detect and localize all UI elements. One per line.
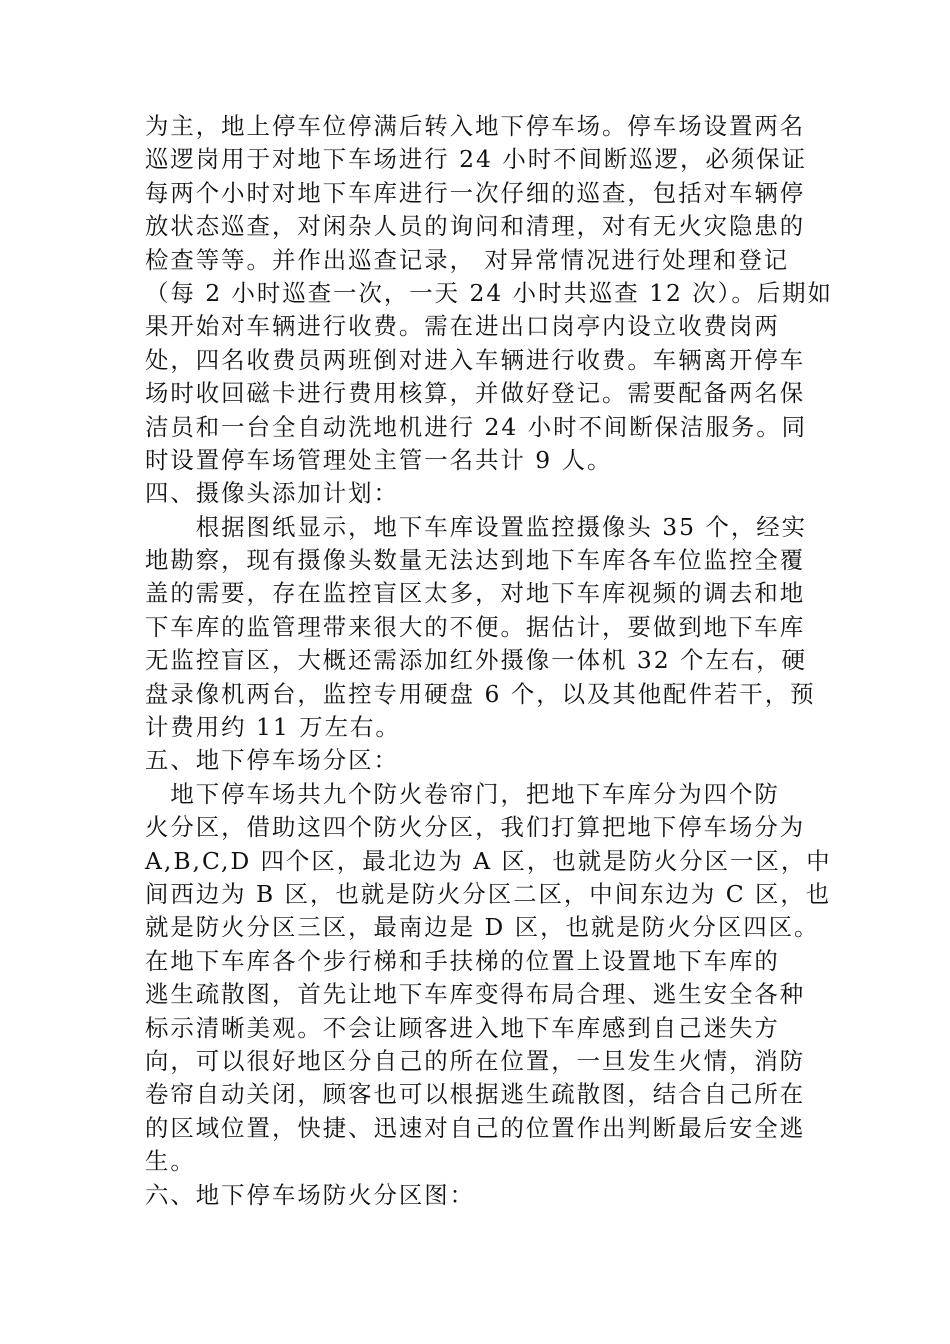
text-line: 生。 <box>145 1147 196 1176</box>
text-line: 盖的需要，存在监控盲区太多，对地下车库视频的调去和地 <box>145 579 806 608</box>
text-line: 时设置停车场管理处主管一名共计 9 人。 <box>145 445 613 474</box>
text-line: 放状态巡查，对闲杂人员的询问和清理，对有无火灾隐患的 <box>145 212 806 241</box>
text-line: 盘录像机两台，监控专用硬盘 6 个，以及其他配件若干，预 <box>145 679 816 708</box>
text-line: 火分区，借助这四个防火分区，我们打算把地下停车场分为 <box>145 813 806 842</box>
section-heading-camera-plan: 四、摄像头添加计划： <box>145 479 399 508</box>
text-line: 间西边为 B 区，也就是防火分区二区，中间东边为 C 区，也 <box>145 879 832 908</box>
text-line: 无监控盲区，大概还需添加红外摄像一体机 32 个左右，硬 <box>145 646 808 675</box>
text-line: 根据图纸显示，地下车库设置监控摄像头 35 个，经实 <box>145 512 808 541</box>
text-line: 果开始对车辆进行收费。需在进出口岗亭内设立收费岗两 <box>145 312 780 341</box>
text-line: 逃生疏散图，首先让地下车库变得布局合理、逃生安全各种 <box>145 980 806 1009</box>
text-line: 计费用约 11 万左右。 <box>145 713 401 742</box>
text-line: 地勘察，现有摄像头数量无法达到地下车库各车位监控全覆 <box>145 546 806 575</box>
text-line: 巡逻岗用于对地下车场进行 24 小时不间断巡逻，必须保证 <box>145 145 808 174</box>
text-line: 地下停车场共九个防火卷帘门，把地下车库分为四个防 <box>145 779 780 808</box>
text-line: 处，四名收费员两班倒对进入车辆进行收费。车辆离开停车 <box>145 345 806 374</box>
text-line: A,B,C,D 四个区，最北边为 A 区，也就是防火分区一区，中 <box>145 846 832 875</box>
text-line: 下车库的监管理带来很大的不便。据估计，要做到地下车库 <box>145 612 806 641</box>
text-line: 场时收回磁卡进行费用核算，并做好登记。需要配备两名保 <box>145 379 806 408</box>
text-line: 检查等等。并作出巡查记录， 对异常情况进行处理和登记 <box>145 245 790 274</box>
text-line: 的区域位置，快捷、迅速对自己的位置作出判断最后安全逃 <box>145 1113 806 1142</box>
document-body <box>145 110 835 1212</box>
text-line: 每两个小时对地下车库进行一次仔细的巡查，包括对车辆停 <box>145 178 806 207</box>
text-line: 在地下车库各个步行梯和手扶梯的位置上设置地下车库的 <box>145 946 780 975</box>
section-heading-fire-zone-map: 六、地下停车场防火分区图： <box>145 1180 476 1209</box>
text-line: 卷帘自动关闭，顾客也可以根据逃生疏散图，结合自己所在 <box>145 1080 806 1109</box>
text-line: 标示清晰美观。不会让顾客进入地下车库感到自己迷失方 <box>145 1013 780 1042</box>
text-line: 洁员和一台全自动洗地机进行 24 小时不间断保洁服务。同 <box>145 412 808 441</box>
text-line: 向，可以很好地区分自己的所在位置，一旦发生火情，消防 <box>145 1046 806 1075</box>
text-line: 就是防火分区三区，最南边是 D 区，也就是防火分区四区。 <box>145 913 820 942</box>
text-line: （每 2 小时巡查一次，一天 24 小时共巡查 12 次）。后期如 <box>145 278 833 307</box>
section-heading-parking-zones: 五、地下停车场分区： <box>145 746 399 775</box>
text-line: 为主，地上停车位停满后转入地下停车场。停车场设置两名 <box>145 112 806 140</box>
